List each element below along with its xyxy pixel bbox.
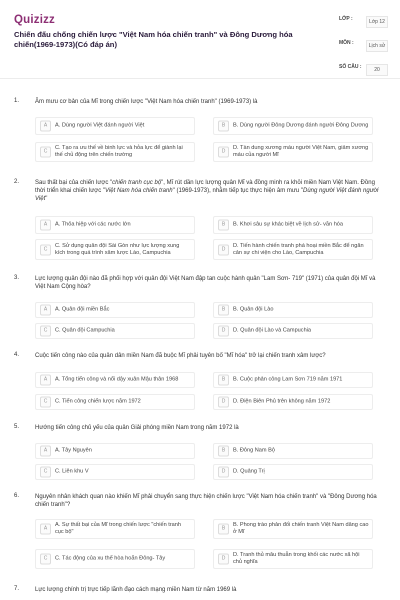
option-letter-badge: D	[218, 326, 229, 337]
option-letter-badge: B	[218, 121, 229, 132]
option-b[interactable]	[213, 302, 373, 318]
option-d[interactable]	[213, 549, 373, 569]
option-c[interactable]	[35, 394, 195, 410]
question-text-italic: Dùng người Việt đánh người Việt	[35, 188, 379, 202]
option-text: A. Dùng người Việt đánh người Việt	[55, 122, 145, 129]
meta-value: Lịch sử	[366, 40, 388, 52]
option-letter-badge: D	[218, 554, 229, 565]
question-number: 7.	[14, 586, 20, 592]
option-text: B. Cuộc phản công Lam Sơn 719 năm 1971	[233, 376, 343, 383]
question-text: Cuộc tiến công nào của quân dân miền Nam đã buộc Mĩ phải tuyên bố "Mĩ hóa" trở lại chiến tranh xâm lược?	[35, 353, 326, 359]
option-letter-badge: D	[218, 467, 229, 478]
option-text: C. Tạo ra ưu thế về binh lực và hỏa lực để giành lại thế chủ động trên chiến trường	[55, 145, 183, 158]
option-letter-badge: B	[218, 375, 229, 386]
option-a[interactable]	[35, 443, 195, 459]
option-text: D. Quảng Trị	[233, 468, 265, 475]
option-c[interactable]	[35, 549, 195, 569]
option-letter-badge: B	[218, 305, 229, 316]
question-number: 5.	[14, 424, 20, 430]
option-a[interactable]	[35, 302, 195, 318]
option-c[interactable]	[35, 239, 195, 260]
option-b[interactable]	[213, 443, 373, 459]
meta-label: MÔN :	[339, 40, 354, 46]
question-text-italic: chiến tranh cục bộ	[112, 180, 162, 186]
option-letter-badge: C	[40, 554, 51, 565]
worksheet-title: Chiến đấu chống chiến lược "Việt Nam hóa chiến tranh" và Đông Dương hóa chiến(1969-1973)(Có đáp án)	[14, 30, 293, 49]
option-text: C. Sử dụng quân đội Sài Gòn như lực lượng xung kích trong quá trình xâm lược Lào, Campuchia	[55, 242, 180, 256]
option-c[interactable]	[35, 142, 195, 162]
option-text: A. Tây Nguyên	[55, 447, 92, 454]
question-text-part: Sau thất bại của chiến lược "	[35, 180, 113, 186]
option-text: D. Quân đội Lào và Campuchia	[233, 327, 312, 334]
question-number: 4.	[14, 352, 20, 358]
option-a[interactable]	[35, 216, 195, 234]
option-letter-badge: C	[40, 147, 51, 158]
option-a[interactable]	[35, 372, 195, 388]
option-d[interactable]	[213, 464, 373, 480]
meta-label: SỐ CÂU :	[339, 64, 362, 70]
question-text: Lực lượng quân đội nào đã phối hợp với quân đội Việt Nam đập tan cuộc hành quân "Lam Sơn- 719" (1971) của quân đội Mĩ và Việt Nam Cộng hòa?	[35, 276, 376, 290]
option-letter-badge: A	[40, 305, 51, 316]
option-b[interactable]	[213, 519, 373, 539]
question-text-part: ", Mĩ rút dần lực lượng quân Mĩ và đồng minh ra khỏi miền Nam Việt Nam. Đồng thời triển khai chiến lược "	[35, 180, 375, 194]
question-text-italic: Việt Nam hóa chiến tranh	[105, 188, 173, 194]
option-text: B. Phong trào phản đối chiến tranh Việt Nam dâng cao ở Mĩ	[233, 522, 369, 535]
question-text-part: "	[45, 196, 48, 202]
option-text: C. Tác động của xu thế hòa hoãn Đông- Tây	[55, 555, 166, 562]
option-text: A. Quân đội miền Bắc	[55, 306, 110, 313]
option-text: C. Liên khu V	[55, 468, 89, 475]
option-d[interactable]	[213, 239, 373, 260]
option-letter-badge: B	[218, 446, 229, 457]
option-letter-badge: A	[40, 220, 51, 231]
option-text: A. Thỏa hiệp với các nước lớn	[55, 221, 131, 228]
option-text: B. Đông Nam Bộ	[233, 447, 275, 454]
option-text: D. Tranh thủ mâu thuẫn trong khối các nước xã hội chủ nghĩa	[233, 552, 360, 565]
question-number: 3.	[14, 275, 20, 281]
question-text-part: " (1969-1973), nhằm tiếp tục thực hiện âm mưu "	[172, 188, 304, 194]
option-letter-badge: D	[218, 147, 229, 158]
question-number: 2.	[14, 179, 20, 185]
option-d[interactable]	[213, 142, 373, 162]
worksheet-header	[0, 0, 400, 79]
option-letter-badge: B	[218, 524, 229, 535]
option-b[interactable]	[213, 372, 373, 388]
option-letter-badge: A	[40, 121, 51, 132]
option-d[interactable]	[213, 394, 373, 410]
question-text: Âm mưu cơ bản của Mĩ trong chiến lược "Việt Nam hóa chiến tranh" (1969-1973) là	[35, 99, 258, 105]
option-letter-badge: D	[218, 397, 229, 408]
option-d[interactable]	[213, 323, 373, 339]
option-text: C. Tiến công chiến lược năm 1972	[55, 398, 141, 405]
option-c[interactable]	[35, 323, 195, 339]
option-letter-badge: C	[40, 244, 51, 255]
question-number: 1.	[14, 98, 20, 104]
option-letter-badge: B	[218, 220, 229, 231]
option-letter-badge: C	[40, 467, 51, 478]
quizizz-logo: Quizizz	[14, 14, 56, 26]
option-text: B. Quân đội Lào	[233, 306, 274, 313]
option-letter-badge: A	[40, 446, 51, 457]
option-text: B. Khơi sâu sự khác biệt về lịch sử- văn hóa	[233, 221, 344, 228]
option-letter-badge: A	[40, 375, 51, 386]
option-text: B. Dùng người Đông Dương đánh người Đông Dương	[233, 122, 369, 129]
option-text: D. Tàn dung xương máu người Việt Nam, giảm xương máu của người Mĩ	[233, 145, 369, 158]
meta-label: LỚP :	[339, 16, 353, 22]
meta-value: Lớp 12	[366, 16, 388, 28]
option-text: D. Tiến hành chiến tranh phá hoại miền Bắc để ngăn cản sự chi viện cho Lào, Campuchia	[233, 242, 364, 256]
meta-value: 20	[366, 64, 388, 76]
option-c[interactable]	[35, 464, 195, 480]
option-a[interactable]	[35, 117, 195, 135]
option-text: C. Quân đội Campuchia	[55, 327, 115, 334]
question-text: Nguyên nhân khách quan nào khiến Mĩ phải chuyển sang thực hiện chiến lược "Việt Nam hóa chiến tranh" và "Đông Dương hóa chiến tranh"?	[35, 494, 377, 508]
option-b[interactable]	[213, 216, 373, 234]
option-b[interactable]	[213, 117, 373, 135]
question-text	[35, 179, 381, 203]
option-letter-badge: C	[40, 326, 51, 337]
question-text: Hướng tiến công chủ yếu của quân Giải phóng miền Nam trong năm 1972 là	[35, 425, 239, 431]
option-text: D. Điện Biên Phủ trên không năm 1972	[233, 398, 331, 405]
question-number: 6.	[14, 493, 20, 499]
option-a[interactable]	[35, 519, 195, 539]
question-text: Lực lượng chính trị trực tiếp lãnh đạo cách mạng miền Nam từ năm 1969 là	[35, 587, 237, 593]
option-text: A. Tổng tiến công và nổi dậy xuân Mậu thân 1968	[55, 376, 179, 383]
option-letter-badge: C	[40, 397, 51, 408]
option-letter-badge: A	[40, 524, 51, 535]
option-letter-badge: D	[218, 244, 229, 255]
option-text: A. Sự thất bại của Mĩ trong chiến lược "chiến tranh cục bộ"	[55, 522, 182, 535]
